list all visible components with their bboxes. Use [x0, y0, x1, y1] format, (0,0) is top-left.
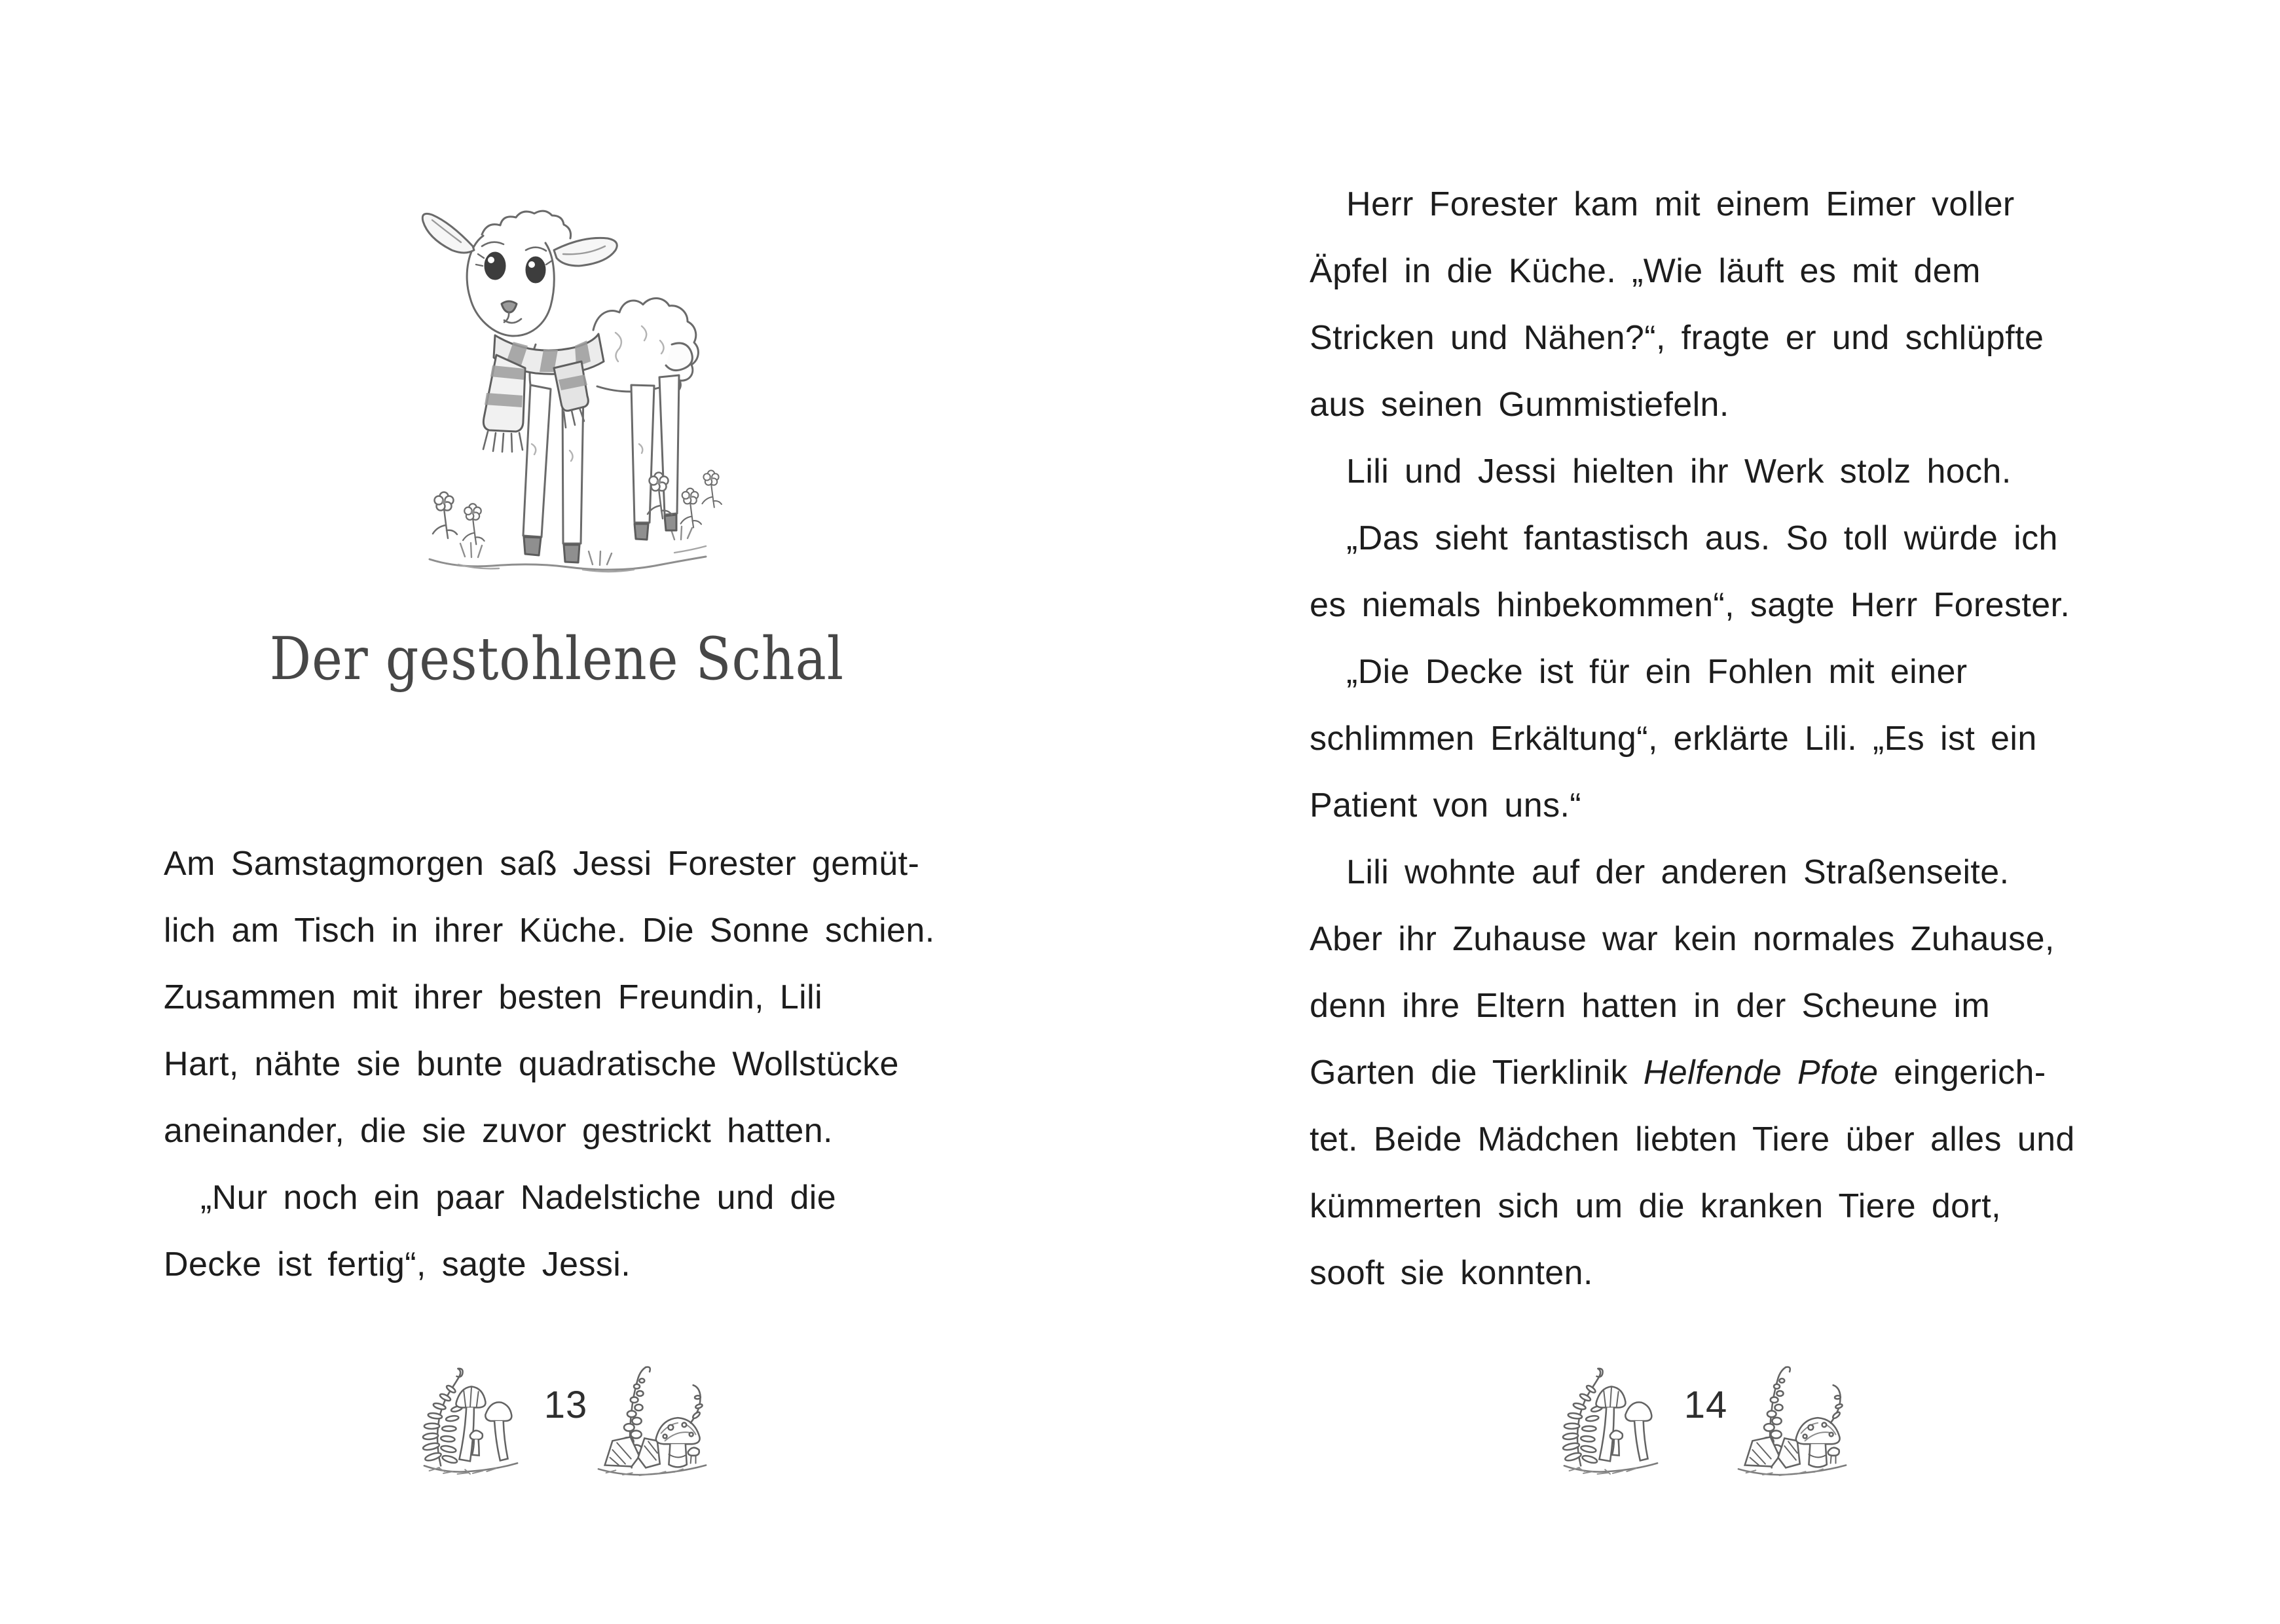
text-line	[1310, 839, 2099, 906]
text-line	[1310, 238, 2099, 304]
text-run: Äpfel in die Küche. „Wie läuft es mit dem	[1310, 252, 1981, 290]
text-line	[1310, 304, 2099, 371]
text-run: Lili und Jessi hielten ihr Werk stolz hoch.	[1346, 452, 2012, 490]
text-line	[1310, 171, 2099, 238]
text-line	[1310, 972, 2099, 1039]
text-line	[1310, 1106, 2099, 1173]
chapter-title	[164, 623, 949, 695]
right-page-body-text	[1310, 171, 2099, 1306]
foxglove-rocks-mushroom-icon	[1735, 1359, 1850, 1483]
text-line	[1310, 572, 2099, 638]
text-line	[164, 1231, 930, 1298]
text-run: denn ihre Eltern hatten in der Scheune im	[1310, 987, 1991, 1025]
text-line	[164, 1164, 930, 1231]
text-run: tet. Beide Mädchen liebten Tiere über alles und	[1310, 1120, 2075, 1158]
text-run: Hart, nähte sie bunte quadratische Wollstücke	[164, 1045, 899, 1083]
text-line	[1310, 438, 2099, 505]
text-line	[1310, 505, 2099, 572]
text-run: kümmerten sich um die kranken Tiere dort,	[1310, 1187, 2001, 1225]
text-run: Herr Forester kam mit einem Eimer voller	[1346, 185, 2015, 223]
text-line	[164, 1098, 930, 1164]
text-run: eingerich-	[1878, 1054, 2046, 1092]
text-line	[164, 964, 930, 1031]
text-run: „Die Decke ist für ein Fohlen mit einer	[1346, 653, 1968, 691]
text-line	[1310, 705, 2099, 772]
text-run: sooft sie konnten.	[1310, 1254, 1593, 1292]
page-number-left: 13	[543, 1384, 588, 1426]
text-line	[1310, 772, 2099, 839]
text-run: lich am Tisch in ihrer Küche. Die Sonne schien.	[164, 912, 935, 950]
text-line	[1310, 1173, 2099, 1240]
page-right	[1140, 0, 2280, 1624]
text-run: schlimmen Erkältung“, erklärte Lili. „Es ist ein	[1310, 720, 2037, 758]
chapter-title-text: Der gestohlene Schal	[269, 625, 844, 693]
lamb-with-scarf-sketch-icon	[367, 169, 786, 581]
text-run: es niemals hinbekommen“, sagte Herr Forester.	[1310, 586, 2070, 624]
text-run-italic: Helfende Pfote	[1643, 1054, 1879, 1092]
text-line	[1310, 906, 2099, 972]
text-line	[164, 830, 930, 897]
text-run: Stricken und Nähen?“, fragte er und schlüpfte	[1310, 319, 2044, 357]
text-run: Decke ist fertig“, sagte Jessi.	[164, 1246, 631, 1283]
fern-mushrooms-svg	[419, 1363, 521, 1479]
text-run: „Das sieht fantastisch aus. So toll würde ich	[1346, 519, 2058, 557]
fern-mushrooms-icon	[1559, 1363, 1661, 1479]
text-run: Garten die Tierklinik	[1310, 1054, 1644, 1092]
text-run: Aber ihr Zuhause war kein normales Zuhause,	[1310, 920, 2055, 958]
text-line	[1310, 371, 2099, 438]
text-line	[164, 897, 935, 964]
text-line	[1310, 1240, 2099, 1306]
text-run: „Nur noch ein paar Nadelstiche und die	[200, 1179, 837, 1217]
text-run: Zusammen mit ihrer besten Freundin, Lili	[164, 978, 823, 1016]
text-run: Patient von uns.“	[1310, 786, 1582, 824]
text-line	[164, 1031, 930, 1098]
text-run: Lili wohnte auf der anderen Straßenseite.	[1346, 853, 2010, 891]
foxglove-rocks-svg	[1735, 1359, 1850, 1483]
lamb-illustration	[367, 169, 786, 581]
text-run: aus seinen Gummistiefeln.	[1310, 386, 1729, 424]
fern-mushrooms-svg	[1559, 1363, 1661, 1479]
foxglove-rocks-mushroom-icon	[595, 1359, 710, 1483]
fern-mushrooms-icon	[419, 1363, 521, 1479]
text-line	[1310, 638, 2099, 705]
left-page-body-text	[164, 830, 935, 1298]
page-number-right: 14	[1683, 1384, 1728, 1426]
text-run: aneinander, die sie zuvor gestrickt hatten.	[164, 1112, 833, 1150]
foxglove-rocks-svg	[595, 1359, 710, 1483]
text-line	[1310, 1039, 2099, 1106]
text-run: Am Samstagmorgen saß Jessi Forester gemüt-	[164, 845, 920, 883]
